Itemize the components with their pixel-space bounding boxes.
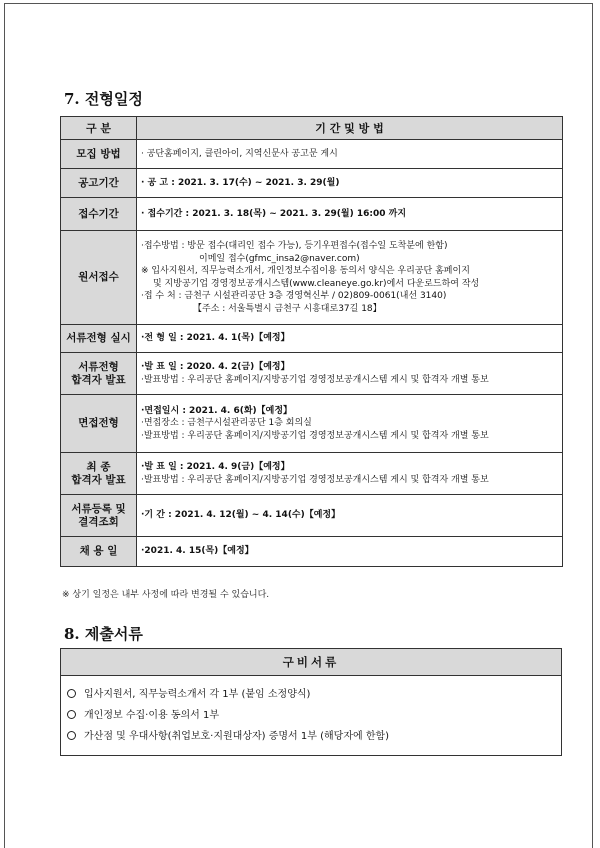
table-row: [61, 169, 563, 198]
table-row: [61, 353, 563, 395]
schedule-table: [60, 116, 563, 567]
row-label: 채 용 일: [61, 537, 137, 567]
table-row: [61, 325, 563, 353]
row-label: 면접전형: [61, 395, 137, 453]
circle-bullet-icon: [67, 710, 76, 719]
row-label: 서류등록 및 결격조회: [61, 495, 137, 537]
row-value: · 공 고 : 2021. 3. 17(수) ~ 2021. 3. 29(월): [137, 169, 563, 198]
table-row: [61, 140, 563, 169]
table-row: [61, 395, 563, 453]
header-category: 구 분: [61, 117, 137, 140]
row-value: · 공단홈페이지, 클린아이, 지역신문사 공고문 게시: [137, 140, 563, 169]
row-label: 공고기간: [61, 169, 137, 198]
table-row: [61, 231, 563, 325]
table-header-row: [61, 117, 563, 140]
list-item: 개인정보 수집·이용 동의서 1부: [67, 705, 561, 726]
row-value: ·발 표 일 : 2020. 4. 2(금)【예정】 ·발표방법 : 우리공단 홈페이지/지방공기업 경영정보공개시스템 게시 및 합격자 개별 통보: [137, 353, 563, 395]
section-7-title: 7. 전형일정: [64, 90, 143, 108]
row-value: ·접수방법 : 방문 접수(대리인 접수 가능), 등기우편접수(접수일 도착분에 한함) 이메일 접수(gfmc_insa2@naver.com) ※ 입사지원서, 직무능력소개서, 개인정보수집이용 동의서 양식은 우리공단 홈페이지 및 지방공기업 경영정보공개시스템(www.cleaneye.go.kr)에서 다운로드하여 작성 ·접 수 처 : 금천구 시설관리공단 3층 경영혁신부 / 02)809-0061(내선 3140) 【주소 : 서울특별시 금천구 시흥대로37길 18】: [137, 231, 563, 325]
row-label: 원서접수: [61, 231, 137, 325]
row-label: 모집 방법: [61, 140, 137, 169]
documents-box: [60, 648, 562, 756]
row-value: ·발 표 일 : 2021. 4. 9(금)【예정】 ·발표방법 : 우리공단 홈페이지/지방공기업 경영정보공개시스템 게시 및 합격자 개별 통보: [137, 453, 563, 495]
list-item: 가산점 및 우대사항(취업보호·지원대상자) 증명서 1부 (해당자에 한함): [67, 726, 561, 747]
row-value: ·기 간 : 2021. 4. 12(월) ~ 4. 14(수)【예정】: [137, 495, 563, 537]
row-label: 최 종 합격자 발표: [61, 453, 137, 495]
row-label: 접수기간: [61, 198, 137, 231]
row-value: ·2021. 4. 15(목)【예정】: [137, 537, 563, 567]
header-period-method: 기 간 및 방 법: [137, 117, 563, 140]
circle-bullet-icon: [67, 689, 76, 698]
table-row: [61, 537, 563, 567]
circle-bullet-icon: [67, 731, 76, 740]
row-value: · 접수기간 : 2021. 3. 18(목) ~ 2021. 3. 29(월) 16:00 까지: [137, 198, 563, 231]
table-row: [61, 495, 563, 537]
schedule-note: ※ 상기 일정은 내부 사정에 따라 변경될 수 있습니다.: [62, 590, 270, 600]
documents-list: [61, 676, 561, 755]
table-row: [61, 453, 563, 495]
table-row: [61, 198, 563, 231]
documents-header: 구비서류: [61, 649, 561, 676]
row-label: 서류전형 실시: [61, 325, 137, 353]
row-value: ·전 형 일 : 2021. 4. 1(목)【예정】: [137, 325, 563, 353]
row-value: ·면접일시 : 2021. 4. 6(화)【예정】 ·면접장소 : 금천구시설관리공단 1층 회의실 ·발표방법 : 우리공단 홈페이지/지방공기업 경영정보공개시스템 게시 및 합격자 개별 통보: [137, 395, 563, 453]
row-label: 서류전형 합격자 발표: [61, 353, 137, 395]
section-8-title: 8. 제출서류: [64, 625, 143, 643]
list-item: 입사지원서, 직무능력소개서 각 1부 (붙임 소정양식): [67, 684, 561, 705]
